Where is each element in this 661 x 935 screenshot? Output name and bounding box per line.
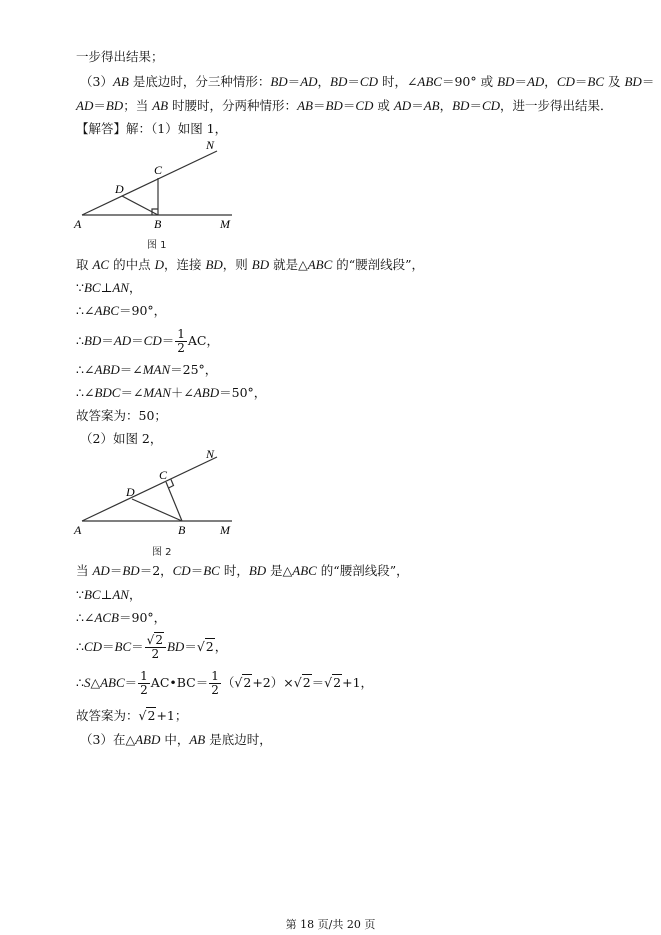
sqrt-2: √2 — [196, 639, 214, 654]
sqrt-2-answer: √2 — [138, 708, 156, 723]
text-line-17: ∴S△ABC＝ $\frac{1}{2}$ AC•BC＝ $\frac{1}{2}$ （√2+2）×√2＝√2+1， — [76, 669, 374, 697]
fig2-label-N: N — [206, 448, 215, 461]
text-line-18: 故答案为：√2+1； — [76, 708, 188, 723]
fig2-label-B: B — [178, 523, 186, 537]
fig2-label-A: A — [74, 523, 82, 537]
figure-2 — [70, 448, 250, 543]
text-line-11: 故答案为：50； — [76, 408, 167, 423]
fig1-label-A: A — [74, 217, 82, 231]
fig1-label-C: C — [154, 163, 163, 177]
text-line-2: （3）AB 是底边时，分三种情形：BD＝AD，BD＝CD 时，∠ABC＝90° 或 BD＝AD，CD＝BC 及 BD＝ — [80, 74, 655, 89]
fig1-line-AN — [82, 151, 217, 215]
text-line-9: ∴∠ABD＝∠MAN＝25°， — [76, 362, 218, 377]
fig2-label-C: C — [159, 468, 168, 482]
sqrt-2-a: √2 — [234, 675, 252, 690]
text-line-3: AD＝BD；当 AB 时腰时，分两种情形：AB＝BD＝CD 或 AD＝AB，BD＝CD，进一步得出结果． — [76, 98, 613, 113]
text-line-19: （3）在△ABD 中，AB 是底边时， — [80, 732, 272, 747]
text-line-5: 取 AC 的中点 D，连接 BD，则 BD 就是△ABC 的“腰剖线段”， — [76, 257, 425, 272]
text-line-12: （2）如图 2， — [80, 431, 163, 446]
text-line-13: 当 AD＝BD＝2，CD＝BC 时，BD 是△ABC 的“腰剖线段”， — [76, 563, 409, 578]
fraction-half-b: $\frac{1}{2}$ — [211, 669, 219, 697]
fraction-root2-over-2: $\frac{√2}{2}$ — [145, 634, 166, 661]
text-line-7: ∴∠ABC＝90°， — [76, 303, 167, 318]
text-line-14: ∵BC⊥AN， — [76, 587, 142, 602]
fig1-line-BD — [122, 196, 158, 215]
text-line-10: ∴∠BDC＝∠MAN＋∠ABD＝50°， — [76, 385, 267, 400]
figure-1-caption: 图 1 — [147, 240, 167, 251]
figure-1 — [70, 138, 250, 233]
text-line-6: ∵BC⊥AN， — [76, 280, 142, 295]
page-footer: 第 18 页/共 20 页 — [285, 918, 376, 931]
text-line-4: 【解答】解：（1）如图 1， — [76, 121, 228, 136]
fig1-label-N: N — [206, 138, 215, 152]
fig1-label-D: D — [115, 182, 124, 196]
fig2-label-D: D — [126, 485, 135, 499]
text-line-15: ∴∠ACB＝90°， — [76, 610, 167, 625]
fig1-label-M: M — [220, 217, 230, 231]
fig2-right-angle-mark — [169, 480, 174, 489]
sqrt-2-c: √2 — [324, 675, 342, 690]
fig2-line-AN — [82, 457, 217, 521]
fraction-half-a: $\frac{1}{2}$ — [140, 669, 148, 697]
fig2-label-M: M — [220, 523, 230, 537]
fig1-label-B: B — [154, 217, 162, 231]
text-line-16: ∴CD＝BC＝ $\frac{√2}{2}$ BD＝√2， — [76, 633, 228, 661]
sqrt-2-b: √2 — [293, 675, 311, 690]
fraction-half: $\frac{1}{2}$ — [177, 327, 185, 355]
text-line-1: 一步得出结果； — [76, 49, 164, 64]
text-line-8: ∴BD＝AD＝CD＝ $\frac{1}{2}$ AC， — [76, 327, 219, 355]
figure-2-caption: 图 2 — [152, 547, 172, 558]
